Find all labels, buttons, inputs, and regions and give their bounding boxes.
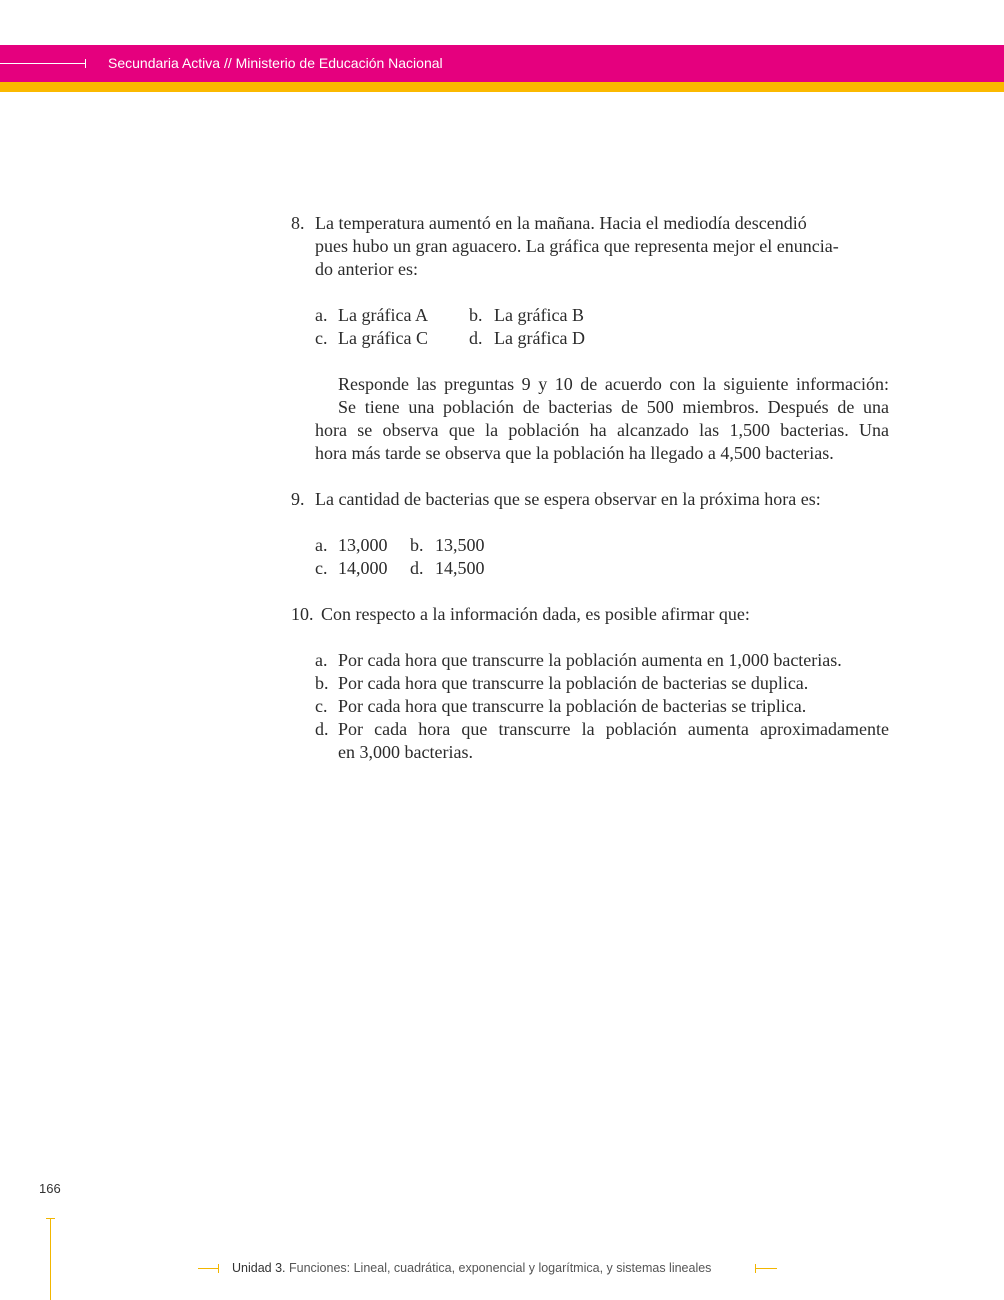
question-text-line: La cantidad de bacterias que se espera observar en la próxima hora es: [315, 489, 821, 509]
option-text: 13,500 [435, 535, 485, 555]
footer-right-rule-icon [755, 1268, 777, 1269]
page-number: 166 [39, 1181, 61, 1196]
footer-vertical-rule-icon [50, 1218, 51, 1300]
footer-unit-name: Funciones: Lineal, cuadrática, exponencial y logarítmica, y sistemas lineales [285, 1261, 712, 1275]
option-letter: a. [315, 535, 328, 555]
footer-unit-label: Unidad 3. [232, 1261, 286, 1275]
option-letter: b. [410, 535, 424, 555]
question-number: 8. [291, 213, 305, 233]
info-line: hora más tarde se observa que la población ha llegado a 4,500 bacterias. [315, 443, 834, 463]
question-number: 10. [291, 604, 314, 624]
footer-left-rule-icon [198, 1268, 218, 1269]
question-text-line: do anterior es: [315, 259, 418, 279]
question-text-line: Con respecto a la información dada, es posible afirmar que: [321, 604, 750, 624]
option-text-continued: en 3,000 bacterias. [338, 742, 473, 762]
header-rule-icon [0, 63, 86, 64]
option-text: 14,000 [338, 558, 388, 578]
question-number: 9. [291, 489, 305, 509]
question-text-line: La temperatura aumentó en la mañana. Hacia el mediodía descendió [315, 213, 807, 233]
info-line: Responde las preguntas 9 y 10 de acuerdo con la siguiente información: [338, 374, 889, 394]
option-letter: d. [469, 328, 483, 348]
option-letter: b. [469, 305, 483, 325]
header-rule-tick-icon [85, 59, 86, 68]
option-text: 13,000 [338, 535, 388, 555]
option-letter: d. [315, 719, 329, 739]
option-text: La gráfica B [494, 305, 584, 325]
question-text-line: pues hubo un gran aguacero. La gráfica que representa mejor el enuncia- [315, 236, 839, 256]
option-letter: a. [315, 305, 328, 325]
option-text: Por cada hora que transcurre la población aumenta aproximadamente [338, 719, 889, 739]
header-accent-stripe [0, 82, 1004, 92]
option-letter: d. [410, 558, 424, 578]
option-text: Por cada hora que transcurre la población de bacterias se duplica. [338, 673, 809, 693]
option-letter: c. [315, 558, 328, 578]
option-text: La gráfica A [338, 305, 428, 325]
option-letter: a. [315, 650, 328, 670]
info-line: Se tiene una población de bacterias de 500 miembros. Después de una [338, 397, 889, 417]
footer-unit-title [232, 1260, 711, 1276]
option-text: La gráfica C [338, 328, 428, 348]
option-letter: c. [315, 328, 328, 348]
option-text: La gráfica D [494, 328, 585, 348]
option-text: 14,500 [435, 558, 485, 578]
option-text: Por cada hora que transcurre la población de bacterias se triplica. [338, 696, 807, 716]
option-letter: c. [315, 696, 328, 716]
option-text: Por cada hora que transcurre la población aumenta en 1,000 bacterias. [338, 650, 842, 670]
footer-left-rule-tick-icon [218, 1264, 219, 1273]
option-letter: b. [315, 673, 329, 693]
header-title: Secundaria Activa // Ministerio de Educación Nacional [108, 55, 443, 71]
info-line: hora se observa que la población ha alcanzado las 1,500 bacterias. Una [315, 420, 889, 440]
